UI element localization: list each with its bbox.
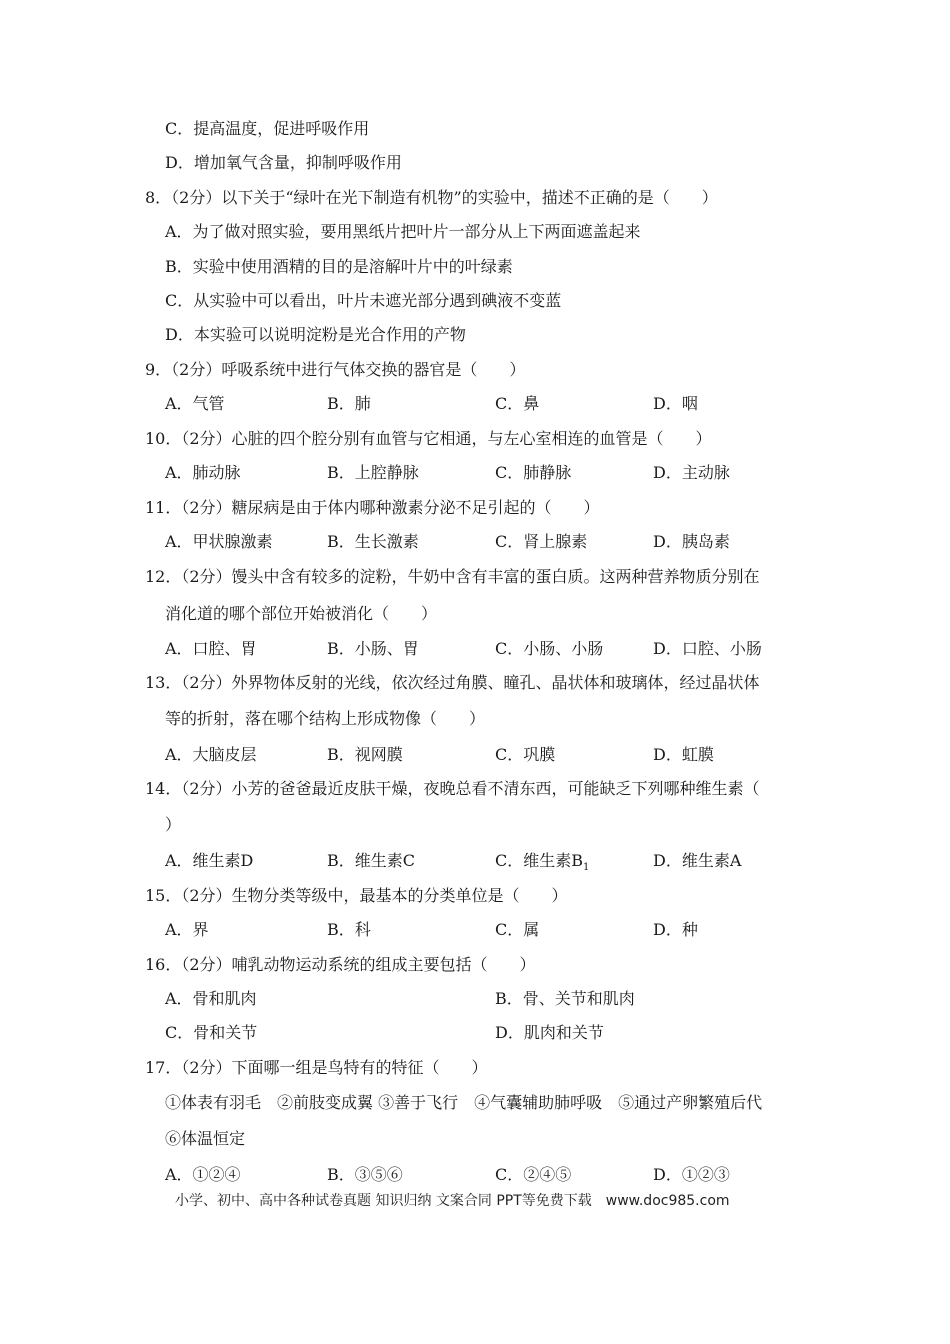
q9-option-a: A．气管 [165,394,225,413]
q17-features: ①体表有羽毛 ②前肢变成翼 ③善于飞行 ④气囊辅助肺呼吸 ⑤通过产卵繁殖后代 [165,1093,763,1112]
q16-option-d: D．肌肉和关节 [495,1023,604,1042]
q10-option-c: C．肺静脉 [495,463,572,482]
q10-option-b: B．上腔静脉 [327,463,419,482]
q14-options [165,851,805,874]
q13-option-b: B．视网膜 [327,745,403,764]
q11-option-a: A．甲状腺激素 [165,532,273,551]
q14-option-a: A．维生素D [165,851,254,870]
q15-option-b: B．科 [327,920,371,939]
q11-option-d: D．胰岛素 [653,532,730,551]
q12-option-b: B．小肠、胃 [327,639,419,658]
q9-options [165,394,805,414]
q17-features-cont: ⑥体温恒定 [165,1129,246,1148]
q8-stem: 8．（2分）以下关于“绿叶在光下制造有机物”的实验中，描述不正确的是（ ） [145,188,718,207]
q9-option-d: D．咽 [653,394,698,413]
q16-options-row1 [165,989,805,1009]
q13-option-c: C．巩膜 [495,745,556,764]
q8-option-b: B．实验中使用酒精的目的是溶解叶片中的叶绿素 [165,257,513,276]
q14-option-c-subscript: 1 [583,862,590,874]
q12-stem-cont: 消化道的哪个部位开始被消化（ ） [165,604,438,623]
q13-option-a: A．大脑皮层 [165,745,257,764]
q11-options [165,532,805,552]
q15-stem: 15．（2分）生物分类等级中，最基本的分类单位是（ ） [145,886,568,905]
q15-options [165,920,805,940]
q8-option-a: A．为了做对照实验，要用黑纸片把叶片一部分从上下两面遮盖起来 [165,222,641,241]
q13-stem-cont: 等的折射，落在哪个结构上形成物像（ ） [165,709,486,728]
q14-option-d: D．维生素A [653,851,742,870]
q17-option-a: A．①②④ [165,1165,241,1184]
q10-options [165,463,805,483]
q9-stem: 9．（2分）呼吸系统中进行气体交换的器官是（ ） [145,360,526,379]
q8-option-d: D．本实验可以说明淀粉是光合作用的产物 [165,325,466,344]
q17-stem: 17．（2分）下面哪一组是鸟特有的特征（ ） [145,1058,488,1077]
q13-stem: 13．（2分）外界物体反射的光线，依次经过角膜、瞳孔、晶状体和玻璃体，经过晶状体 [145,673,760,692]
q16-stem: 16．（2分）哺乳动物运动系统的组成主要包括（ ） [145,955,536,974]
q10-option-d: D．主动脉 [653,463,730,482]
q16-options-row2 [165,1023,805,1043]
q13-option-d: D．虹膜 [653,745,714,764]
q11-stem: 11．（2分）糖尿病是由于体内哪种激素分泌不足引起的（ ） [145,498,600,517]
q7-option-d: D．增加氧气含量，抑制呼吸作用 [165,153,402,172]
q8-option-c: C．从实验中可以看出，叶片未遮光部分遇到碘液不变蓝 [165,291,562,310]
q9-option-c: C．鼻 [495,394,540,413]
q16-option-c: C．骨和关节 [165,1023,258,1042]
page-footer: 小学、初中、高中各种试卷真题 知识归纳 文案合同 PPT等免费下载 www.doc985.com [175,1193,730,1209]
q12-options [165,639,805,659]
q14-stem: 14．（2分）小芳的爸爸最近皮肤干燥，夜晚总看不清东西，可能缺乏下列哪种维生素（ [145,779,760,798]
q10-stem: 10．（2分）心脏的四个腔分别有血管与它相通，与左心室相连的血管是（ ） [145,429,712,448]
q12-option-d: D．口腔、小肠 [653,639,762,658]
q9-option-b: B．肺 [327,394,371,413]
q14-stem-cont: ） [165,815,182,834]
q12-option-c: C．小肠、小肠 [495,639,604,658]
q7-option-c: C．提高温度，促进呼吸作用 [165,119,370,138]
q17-option-d: D．①②③ [653,1165,730,1184]
q16-option-b: B．骨、关节和肌肉 [495,989,635,1008]
q14-option-c [495,851,589,878]
q11-option-c: C．肾上腺素 [495,532,588,551]
q15-option-a: A．界 [165,920,209,939]
q14-option-b: B．维生素C [327,851,416,870]
q17-option-b: B．③⑤⑥ [327,1165,403,1184]
q15-option-d: D．种 [653,920,698,939]
q12-stem: 12．（2分）馒头中含有较多的淀粉，牛奶中含有丰富的蛋白质。这两种营养物质分别在 [145,567,760,586]
q13-options [165,745,805,765]
q15-option-c: C．属 [495,920,540,939]
q10-option-a: A．肺动脉 [165,463,241,482]
q17-option-c: C．②④⑤ [495,1165,572,1184]
q14-option-c-text: C．维生素B [495,851,584,870]
q16-option-a: A．骨和肌肉 [165,989,257,1008]
q11-option-b: B．生长激素 [327,532,419,551]
q12-option-a: A．口腔、胃 [165,639,257,658]
q17-options [165,1165,805,1185]
